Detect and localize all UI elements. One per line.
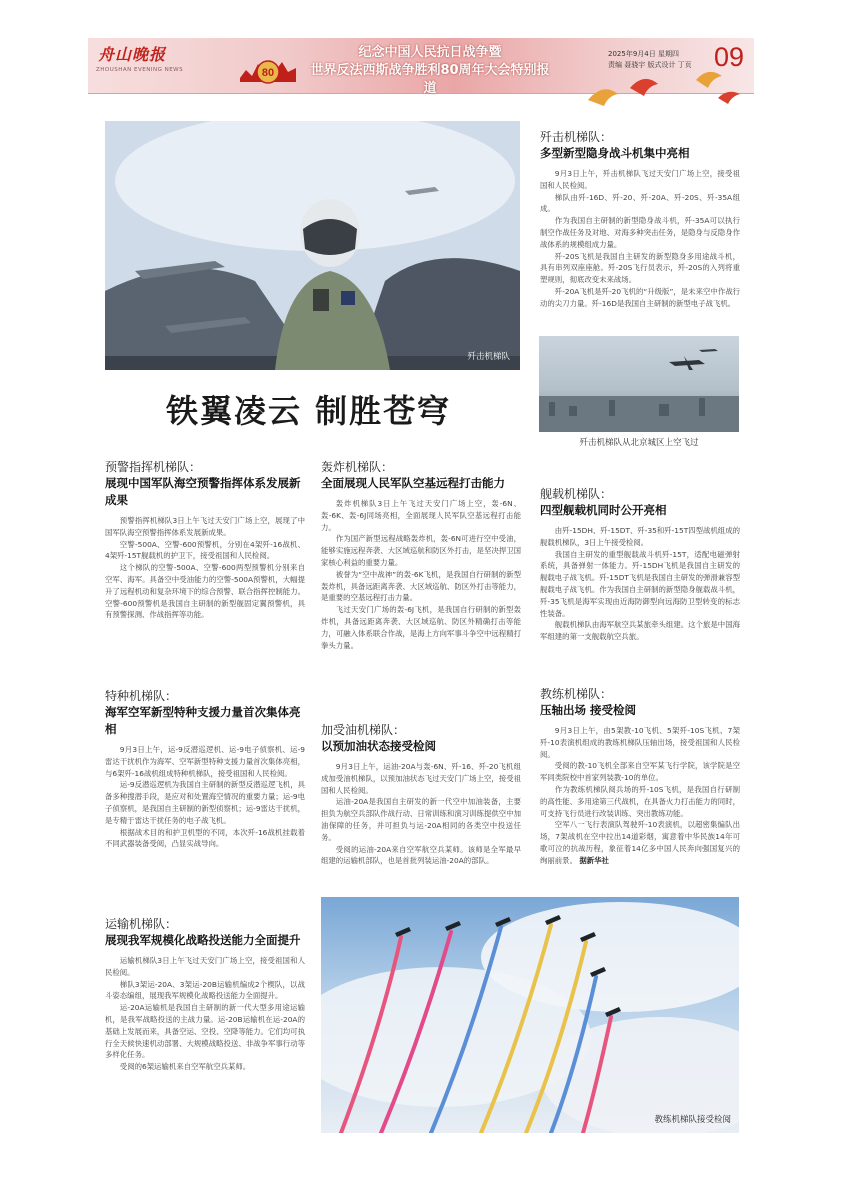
fighters-over-city-illustration [539, 336, 739, 432]
article-kicker: 舰载机梯队： [540, 487, 613, 501]
article-paragraph: 9月3日上午，由5架教-10飞机、5架歼-10S飞机、7架歼-10表演机组成的教练机梯队压轴出场，接受祖国和人民检阅。 [540, 726, 740, 759]
article-headline: 展现中国军队海空预警指挥体系发展新成果 [105, 476, 301, 507]
article-paragraph: 我国自主研发的重型舰载战斗机歼-15T，适配电磁弹射系统，具备弹射一体能力。歼-15DH飞机是我国自主研发的舰载电子战飞机。歼-15DT飞机是我国自主研发的弹滑兼容型舰载电子战飞机。作为我国自主研制的新型隐身舰载战斗机，歼-35飞机是海军实现由近海防御型向远海防卫型转变的标志性装备。 [540, 549, 740, 618]
article-body [105, 515, 305, 621]
article-paragraph: 舰载机梯队由海军航空兵某旅牵头组建。这个旅是中国海军组建的第一支舰载航空兵旅。 [540, 620, 740, 642]
article-special-aircraft-echelon [105, 688, 305, 850]
article-body [105, 955, 305, 1073]
article-headline: 全面展现人民军队空基远程打击能力 [321, 476, 505, 490]
article-kicker: 歼击机梯队： [540, 130, 613, 144]
article-carrier-aircraft-echelon [540, 486, 740, 643]
article-body [540, 525, 740, 643]
article-tanker-echelon [321, 722, 521, 867]
special-report-title-line1: 纪念中国人民抗日战争暨 [358, 45, 502, 60]
article-paragraph: 受阅的教-10飞机全部来自空军某飞行学院，该学院是空军同类院校中首家列装教-10的单位。 [540, 761, 740, 783]
article-paragraph: 歼-20A飞机是歼-20飞机的“升级版”，是未来空中作战行动的尖刀力量。歼-16D是我国自主研制的新型电子战飞机。 [540, 286, 740, 308]
top-photo-tag: 歼击机梯队 [467, 352, 510, 362]
article-paragraph: 运-9反潜巡逻机为我国自主研制的新型反潜巡逻飞机，具备多种搜潜手段，是应对和处置海空情况的重要力量；运-9电子侦察机，是我国自主研制的新型侦察机；运-9雷达干扰机，是专精于雷达干扰任务的电子战飞机。 [105, 780, 305, 825]
page-main-title: 铁翼凌云 制胜苍穹 [166, 392, 452, 430]
article-kicker: 特种机梯队： [105, 689, 178, 703]
article-headline: 四型舰载机同时公开亮相 [540, 503, 667, 517]
article-paragraph: 由歼-15DH、歼-15DT、歼-35和歼-15T四型战机组成的舰载机梯队，3日上午接受检阅。 [540, 526, 740, 547]
fighter-pilot-photo [105, 121, 520, 370]
article-paragraph: 运油-20A是我国自主研发的新一代空中加油装备，主要担负为航空兵部队作战行动、日常训练和演习训练提供空中加油保障的任务，并可担负与运-20A相同的各类空中投送任务。 [321, 797, 521, 842]
article-paragraph: 歼-20S飞机是我国自主研发的新型隐身多用途战斗机，具有串列双座座舱。歼-20S飞行员表示，歼-20S的入列将重塑规则，彻底改变未来战场。 [540, 251, 740, 285]
article-paragraph: 这个梯队的空警-500A、空警-600两型预警机分别来自空军、海军。具备空中受油能力的空警-500A预警机，大幅提升了远程机动和复杂环境下的综合预警、联合指挥控制能力。空警-600预警机是我国自主研制的新型舰固定翼预警机，具有预警探测、作战指挥等功能。 [105, 563, 305, 620]
article-body [321, 761, 521, 867]
article-paragraph: 受阅的运油-20A来自空军航空兵某师。该师是全军最早组建的运输机部队，也是首批列装运油-20A的部队。 [321, 844, 521, 866]
issue-editors: 责编 聂骁宇 版式设计 丁页 [608, 61, 692, 69]
article-headline: 多型新型隐身战斗机集中亮相 [540, 146, 690, 160]
article-paragraph [540, 819, 740, 866]
article-headline: 展现我军规模化战略投送能力全面提升 [105, 933, 301, 947]
article-paragraph-text: 空军八一飞行表演队驾驶歼-10表演机，以超密集编队出场，7架战机在空中拉出14道彩烟，寓意着中华民族14年可歌可泣的抗战历程，象征着14亿多中国人民奔向强国复兴的绚丽前景。 [540, 820, 740, 865]
article-paragraph: 9月3日上午，运-9反潜巡逻机、运-9电子侦察机、运-9雷达干扰机作为海军、空军新型特种支援力量首次集体亮相，与6架歼-16战机组成特种机梯队，接受祖国和人民检阅。 [105, 745, 305, 778]
article-trainer-echelon [540, 686, 740, 867]
article-body [321, 498, 521, 651]
smoke-trails-illustration [321, 897, 739, 1133]
article-body [540, 168, 740, 310]
article-paragraph: 梯队由歼-16D、歼-20、歼-20A、歼-20S、歼-35A组成。 [540, 192, 740, 214]
article-early-warning-echelon [105, 459, 305, 621]
article-paragraph: 梯队3架运-20A、3架运-20B运输机编成2个楔队，以战斗姿态编组，展现我军规模化战略投送能力全面提升。 [105, 979, 305, 1001]
article-paragraph: 运-20A运输机是我国自主研制的新一代大型多用途运输机，是我军战略投送的主战力量。运-20B运输机在运-20A的基础上发展而来，具备空运、空投、空降等能力。它们均可执行全天候快速机动部署、大规模战略投送、非战争军事行动等多样化任务。 [105, 1003, 305, 1060]
article-paragraph: 根据战术目的和护卫机型的不同，本次歼-16战机挂载着不同武器装备受阅，凸显实战导向。 [105, 827, 305, 849]
page-number: 09 [714, 42, 745, 72]
trainer-echelon-smoke-photo [321, 897, 739, 1133]
article-bomber-echelon [321, 459, 521, 651]
fighters-over-beijing-photo [539, 336, 739, 432]
article-credit: 据新华社 [579, 855, 609, 865]
anniversary-emblem-icon [236, 48, 300, 92]
article-body [540, 725, 740, 867]
article-headline: 以预加油状态接受检阅 [321, 739, 436, 753]
article-paragraph: 被誉为“空中战神”的轰-6K飞机，是我国自行研制的新型轰炸机，具备远距离奔袭、大区域巡航、防区外打击等能力，是重要的空基远程打击力量。 [321, 569, 521, 603]
article-transport-echelon [105, 916, 305, 1073]
article-paragraph: 受阅的6架运输机来自空军航空兵某师。 [119, 1062, 251, 1072]
article-paragraph: 作为我国自主研制的新型隐身战斗机，歼-35A可以执行制空作战任务及对地、对海多种突击任务，是隐身与反隐身作战体系的规模组成力量。 [540, 216, 740, 249]
article-headline: 压轴出场 接受检阅 [540, 703, 637, 717]
article-paragraph: 运输机梯队3日上午飞过天安门广场上空，接受祖国和人民检阅。 [105, 956, 305, 977]
newspaper-logo-subtitle: ZHOUSHAN EVENING NEWS [96, 67, 184, 73]
article-paragraph: 轰炸机梯队3日上午飞过天安门广场上空，轰-6N、轰-6K、轰-6J同场亮相，全面展现人民军队空基远程打击能力。 [321, 499, 521, 532]
article-paragraph: 空警-500A、空警-600预警机，分别在4架歼-16战机、4架歼-15T舰载机的护卫下，接受祖国和人民检阅。 [105, 539, 305, 561]
doves-decoration-icon [578, 60, 748, 120]
article-paragraph: 飞过天安门广场的轰-6J飞机，是我国自行研制的新型轰炸机，具备远距离奔袭、大区域巡航、防区外精确打击等能力，可融入体系联合作战，是海上方向军事斗争空中远程精打拳头力量。 [321, 605, 521, 650]
article-paragraph: 9月3日上午，运油-20A与轰-6N、歼-16、歼-20飞机组成加受油机梯队，以预加油状态飞过天安门广场上空，接受祖国和人民检阅。 [321, 762, 521, 795]
bottom-photo-caption: 教练机梯队接受检阅 [654, 1115, 731, 1125]
emblem-number: 80 [261, 67, 275, 79]
fighter-pilot-illustration [105, 121, 520, 370]
article-headline: 海军空军新型特种支援力量首次集体亮相 [105, 705, 301, 736]
article-paragraph: 作为教练机梯队阅兵场的歼-10S飞机，是我国自行研制的高性能、多用途第三代战机，在具备火力打击能力的同时，可支持飞行员进行改装训练、突出教练功能。 [540, 784, 740, 818]
right-photo-caption: 歼击机梯队从北京城区上空飞过 [579, 438, 699, 448]
newspaper-logo: 舟山晚报 [98, 45, 167, 64]
special-report-title [310, 44, 550, 98]
article-kicker: 加受油机梯队： [321, 723, 406, 737]
article-kicker: 运输机梯队： [105, 917, 178, 931]
article-paragraph: 9月3日上午，歼击机梯队飞过天安门广场上空，接受祖国和人民检阅。 [540, 169, 740, 190]
article-paragraph: 作为国产新型远程战略轰炸机，轰-6N可进行空中受油，能够实施远程奔袭、大区域巡航和防区外打击，是坚决捍卫国家核心利益的重要力量。 [321, 534, 521, 567]
article-kicker: 教练机梯队： [540, 687, 613, 701]
article-paragraph: 预警指挥机梯队3日上午飞过天安门广场上空，展现了中国军队海空预警指挥体系发展新成果。 [105, 516, 305, 537]
article-fighter-echelon [540, 129, 740, 310]
article-kicker: 轰炸机梯队： [321, 460, 394, 474]
issue-date: 2025年9月4日 星期四 [608, 50, 679, 58]
special-report-title-line2: 世界反法西斯战争胜利80周年大会特别报道 [310, 63, 550, 96]
article-body [105, 744, 305, 850]
article-kicker: 预警指挥机梯队： [105, 460, 202, 474]
